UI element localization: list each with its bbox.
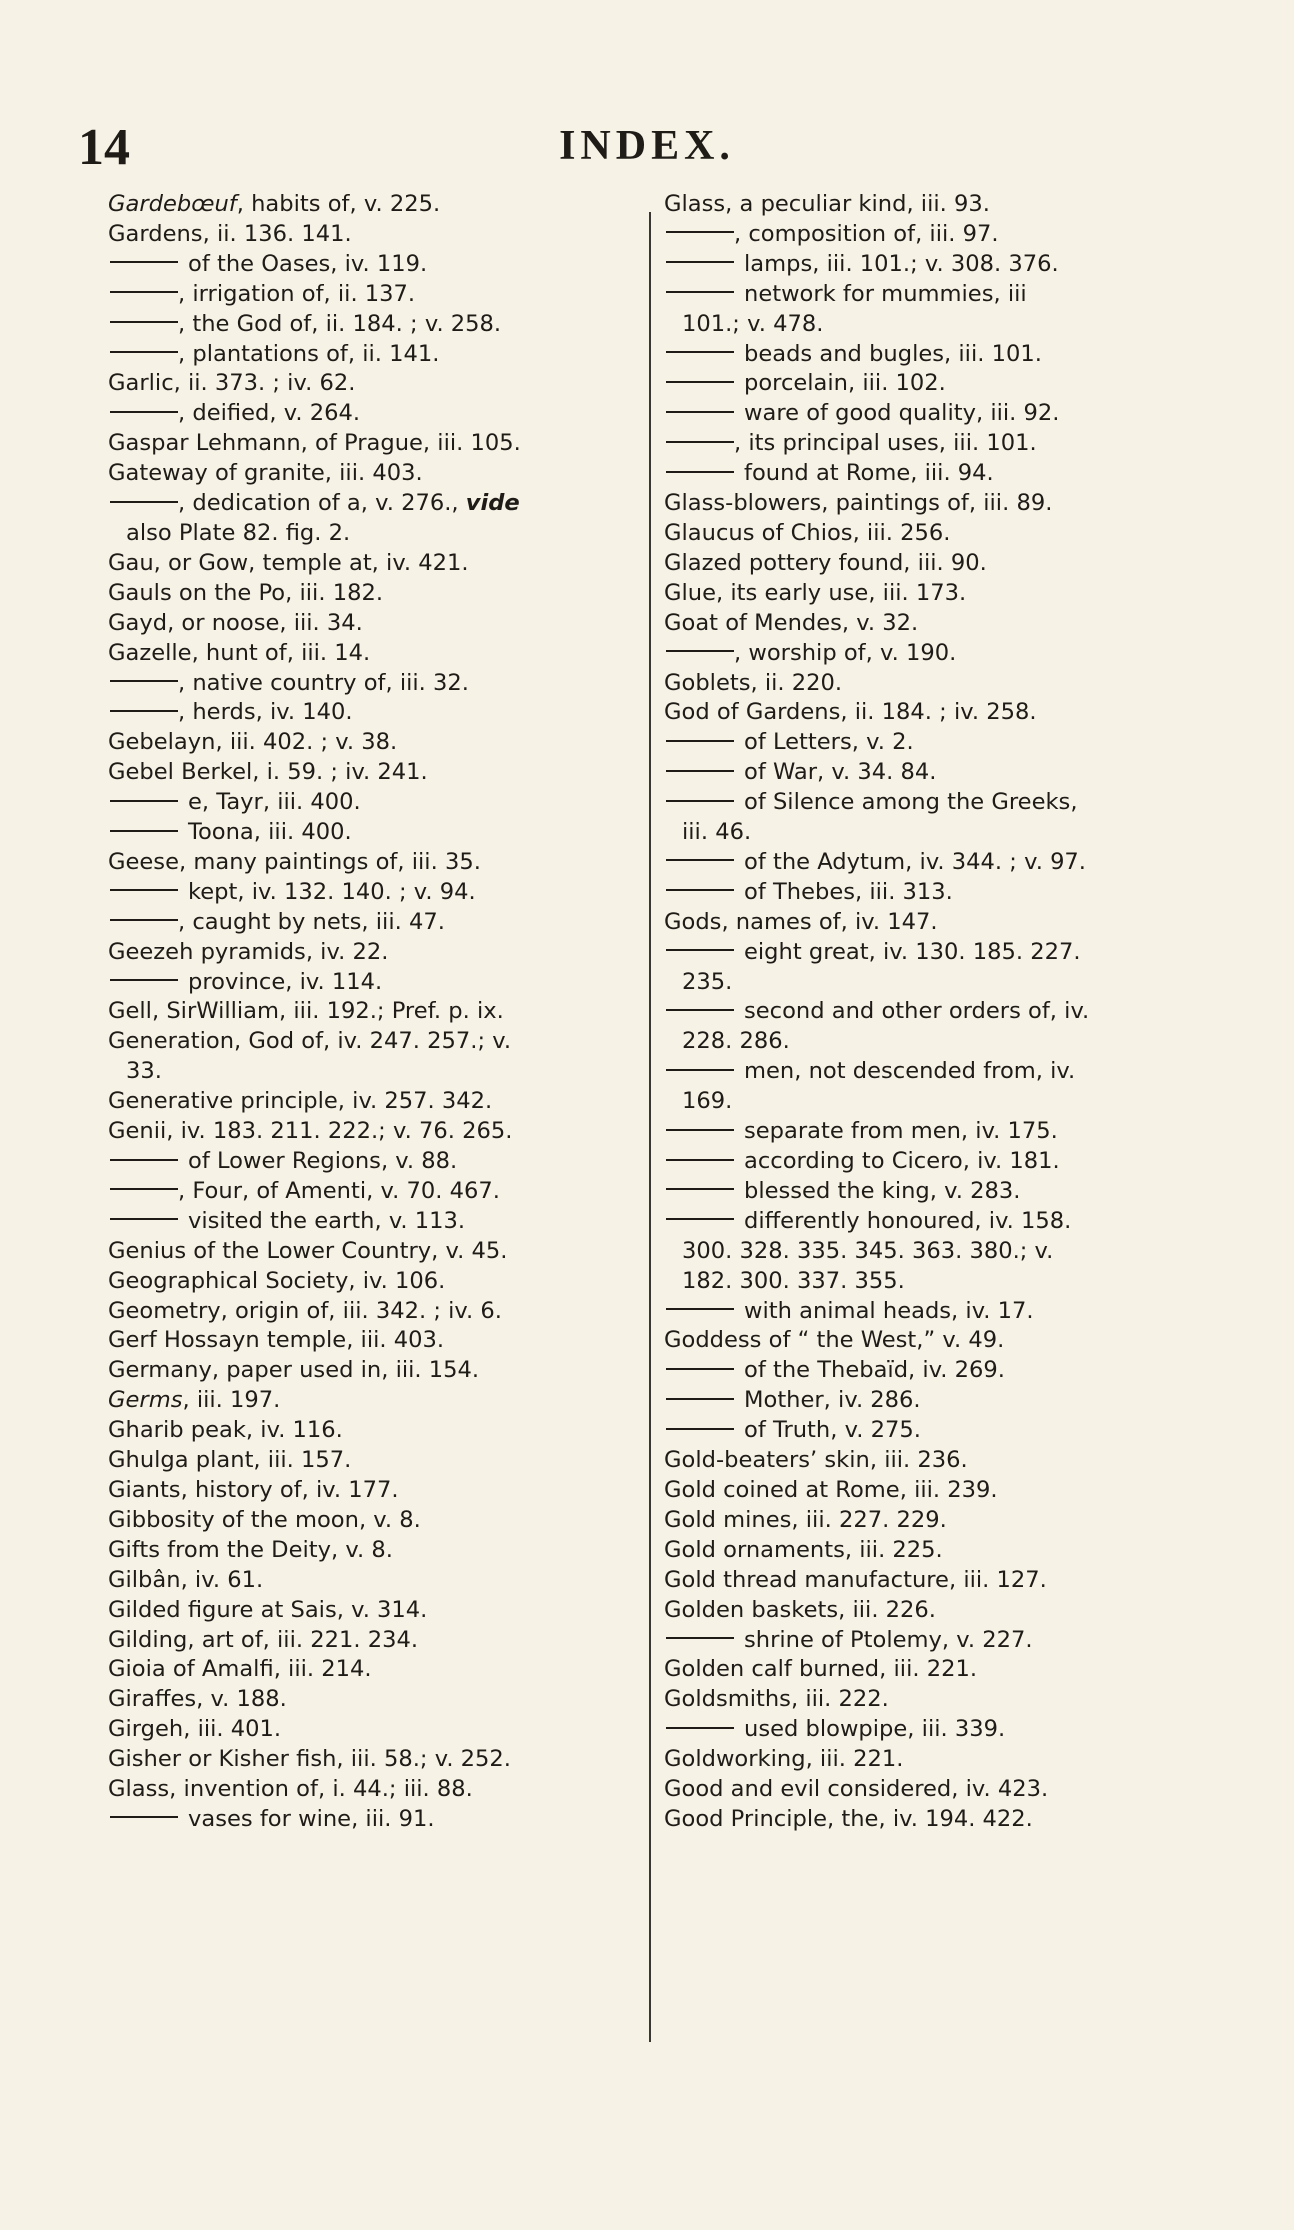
index-entry-text: Gold coined at Rome, iii. 239. [664,1476,998,1503]
index-entry-text: second and other orders of, iv. [744,998,1090,1025]
index-entry-text: 182. 300. 337. 355. [682,1267,905,1294]
ditto-rule [666,411,734,413]
ditto-rule [110,1816,178,1818]
page-number: 14 [78,119,130,176]
index-entry-text: , deified, v. 264. [178,400,361,427]
index-subentry [108,340,648,370]
index-subentry [108,1177,648,1207]
index-subentry [664,340,1172,370]
index-entry [108,728,648,758]
index-entry-text: , native country of, iii. 32. [178,669,469,696]
index-entry-text: Girgeh, iii. 401. [108,1716,282,1743]
index-entry-text: Generation, God of, iv. 247. 257.; v. [108,1028,512,1055]
index-entry-text: Gold-beaters’ skin, iii. 236. [664,1447,968,1474]
index-entry-text: Goldworking, iii. 221. [664,1746,904,1773]
index-subentry [664,1715,1172,1745]
index-term-emphasis: vide [465,490,520,517]
index-subentry [664,1386,1172,1416]
ditto-rule [666,949,734,951]
index-entry-text: Gilded figure at Sais, v. 314. [108,1596,428,1623]
index-entry [108,1745,648,1775]
index-entry [108,1655,648,1685]
index-entry-text: , composition of, iii. 97. [734,220,999,247]
index-entry [108,1117,648,1147]
ditto-rule [110,1188,178,1190]
index-entry-text: used blowpipe, iii. 339. [744,1716,1006,1743]
index-entry-text: Gaspar Lehmann, of Prague, iii. 105. [108,430,521,457]
index-entry-text: Mother, iv. 286. [744,1387,921,1414]
index-entry-text: , habits of, v. 225. [236,191,441,217]
index-entry [108,1267,648,1297]
ditto-rule [110,501,178,503]
index-entry-text: , iii. 197. [182,1387,281,1414]
index-entry-text: Giraffes, v. 188. [108,1686,287,1713]
index-entry-text: of the Adytum, iv. 344. ; v. 97. [744,848,1086,875]
index-entry-text: Glass, a peculiar kind, iii. 93. [664,191,990,217]
index-entry-text: 235. [682,968,733,995]
index-entry-continuation [108,519,648,549]
index-entry [664,1805,1172,1835]
ditto-rule [666,231,734,233]
index-entry-text: Goddess of “ the West,” v. 49. [664,1327,1005,1354]
index-subentry [664,1177,1172,1207]
index-entry-text: separate from men, iv. 175. [744,1118,1058,1145]
index-subentry [108,310,648,340]
index-subentry [108,698,648,728]
index-entry [664,1446,1172,1476]
index-entry-text: of Letters, v. 2. [744,729,914,756]
ditto-rule [666,1727,734,1729]
index-entry [108,1715,648,1745]
index-entry-text: according to Cicero, iv. 181. [744,1148,1060,1174]
ditto-rule [666,800,734,802]
index-column-right [664,190,1172,1835]
index-entry [108,1626,648,1656]
index-entry-text: of Silence among the Greeks, [744,789,1078,816]
index-entry [108,1446,648,1476]
index-subentry [664,997,1172,1027]
index-entry-text: with animal heads, iv. 17. [744,1297,1034,1324]
index-subentry [664,1057,1172,1087]
index-entry [108,639,648,669]
index-entry-text: of Truth, v. 275. [744,1417,921,1444]
index-column-left [108,190,648,1835]
ditto-rule [666,740,734,742]
index-entry-text: Geometry, origin of, iii. 342. ; iv. 6. [108,1297,502,1324]
index-entry-text: vases for wine, iii. 91. [188,1805,435,1832]
index-entry [108,1027,648,1057]
index-entry [108,190,648,220]
index-entry-text: , the God of, ii. 184. ; v. 258. [178,310,502,337]
index-entry-text: Giants, history of, iv. 177. [108,1476,399,1503]
index-entry-text: Geese, many paintings of, iii. 35. [108,848,481,875]
index-subentry [108,788,648,818]
index-entry [664,1775,1172,1805]
index-entry [664,1745,1172,1775]
index-entry-text: Genius of the Lower Country, v. 45. [108,1237,508,1264]
index-entry-continuation [664,310,1172,340]
ditto-rule [110,680,178,682]
index-entry [108,848,648,878]
ditto-rule [666,351,734,353]
index-subentry [664,369,1172,399]
index-entry-text: Gioia of Amalfi, iii. 214. [108,1656,372,1683]
ditto-rule [666,471,734,473]
index-entry-text: Glass, invention of, i. 44.; iii. 88. [108,1776,473,1803]
index-subentry [108,878,648,908]
index-entry-text: Goldsmiths, iii. 222. [664,1686,889,1713]
index-subentry [664,758,1172,788]
ditto-rule [110,1218,178,1220]
index-subentry [664,1207,1172,1237]
ditto-rule [110,710,178,712]
index-entry-text: Gell, SirWilliam, iii. 192.; Pref. p. ix. [108,998,504,1025]
index-subentry [664,429,1172,459]
index-entry-text: Gilbân, iv. 61. [108,1566,264,1593]
index-entry [108,459,648,489]
index-entry-text: Gauls on the Po, iii. 182. [108,579,383,606]
index-subentry [664,1117,1172,1147]
index-entry-text: men, not descended from, iv. [744,1058,1076,1085]
index-entry-text: Gazelle, hunt of, iii. 14. [108,639,371,666]
page-title: INDEX. [559,123,735,169]
index-entry-continuation [664,1087,1172,1117]
index-subentry [108,250,648,280]
ditto-rule [110,979,178,981]
index-entry-text: Gisher or Kisher fish, iii. 58.; v. 252. [108,1746,511,1773]
index-entry [108,1326,648,1356]
index-entry [664,1536,1172,1566]
index-entry-continuation [664,1237,1172,1267]
index-entry-text: Geezeh pyramids, iv. 22. [108,938,389,965]
index-entry-continuation [664,1027,1172,1057]
index-entry [108,938,648,968]
index-entry-text: , herds, iv. 140. [178,699,353,726]
index-entry-text: kept, iv. 132. 140. ; v. 94. [188,878,476,905]
index-subentry [664,459,1172,489]
index-entry-text: of Lower Regions, v. 88. [188,1148,458,1174]
ditto-rule [666,1129,734,1131]
ditto-rule [110,1159,178,1161]
index-entry-text: Goblets, ii. 220. [664,669,843,696]
ditto-rule [666,1637,734,1639]
index-entry-text: Germany, paper used in, iii. 154. [108,1357,480,1384]
index-entry-text: beads and bugles, iii. 101. [744,340,1042,367]
index-entry [664,908,1172,938]
ditto-rule [666,1159,734,1161]
ditto-rule [666,1398,734,1400]
index-entry-text: Geographical Society, iv. 106. [108,1267,446,1294]
ditto-rule [666,1308,734,1310]
index-entry-text: 33. [126,1058,162,1085]
ditto-rule [110,800,178,802]
index-entry-text: ware of good quality, iii. 92. [744,400,1060,427]
index-entry-text: Gods, names of, iv. 147. [664,908,938,935]
index-entry-text: Gibbosity of the moon, v. 8. [108,1506,421,1533]
index-entry-text: iii. 46. [682,819,752,846]
index-entry-continuation [108,1057,648,1087]
ditto-rule [666,650,734,652]
index-entry [664,190,1172,220]
ditto-rule [110,889,178,891]
index-entry [108,1506,648,1536]
index-entry [108,369,648,399]
index-entry-text: Generative principle, iv. 257. 342. [108,1088,493,1115]
index-subentry [108,280,648,310]
index-entry-text: shrine of Ptolemy, v. 227. [744,1626,1033,1653]
index-entry-text: Gifts from the Deity, v. 8. [108,1536,393,1563]
index-subentry [664,938,1172,968]
index-entry-text: of Thebes, iii. 313. [744,878,953,905]
index-entry-text: of the Thebaïd, iv. 269. [744,1357,1005,1384]
ditto-rule [110,919,178,921]
index-entry-text: e, Tayr, iii. 400. [188,789,361,816]
index-entry [664,519,1172,549]
index-subentry [664,639,1172,669]
ditto-rule [666,441,734,443]
index-subentry [108,399,648,429]
index-subentry [664,788,1172,818]
index-entry-text: Gold ornaments, iii. 225. [664,1536,943,1563]
index-subentry [664,1147,1172,1177]
index-entry [108,609,648,639]
ditto-rule [110,321,178,323]
index-entry-text: 300. 328. 335. 345. 363. 380.; v. [682,1237,1054,1264]
index-entry-text: Gebelayn, iii. 402. ; v. 38. [108,729,398,756]
index-entry-text: found at Rome, iii. 94. [744,460,994,487]
ditto-rule [110,261,178,263]
index-entry-text: Glue, its early use, iii. 173. [664,579,967,606]
index-entry [664,669,1172,699]
index-subentry [664,1416,1172,1446]
index-entry-text: lamps, iii. 101.; v. 308. 376. [744,250,1059,277]
index-entry-text: , worship of, v. 190. [734,639,957,666]
index-subentry [664,250,1172,280]
index-entry-continuation [664,968,1172,998]
index-entry [108,579,648,609]
ditto-rule [666,261,734,263]
ditto-rule [666,1188,734,1190]
index-entry-continuation [664,818,1172,848]
index-entry-text: porcelain, iii. 102. [744,370,946,397]
index-entry [108,1416,648,1446]
index-entry-text: Genii, iv. 183. 211. 222.; v. 76. 265. [108,1118,513,1145]
index-entry-text: Gilding, art of, iii. 221. 234. [108,1626,419,1653]
index-entry-text: 228. 286. [682,1028,790,1055]
index-subentry [664,728,1172,758]
ditto-rule [666,1368,734,1370]
index-entry [664,489,1172,519]
index-term-italic: Gardebœuf [108,191,237,217]
ditto-rule [666,381,734,383]
index-subentry [664,878,1172,908]
index-entry [664,1476,1172,1506]
index-entry [664,1685,1172,1715]
index-subentry [664,1297,1172,1327]
index-entry [108,429,648,459]
index-entry-text: province, iv. 114. [188,968,383,995]
index-subentry [664,1356,1172,1386]
ditto-rule [666,889,734,891]
index-entry [108,1566,648,1596]
index-entry-text: Glaucus of Chios, iii. 256. [664,519,951,546]
index-entry [108,1596,648,1626]
index-entry-text: Gau, or Gow, temple at, iv. 421. [108,549,469,576]
index-entry [108,758,648,788]
index-subentry [108,669,648,699]
index-entry-text: Gateway of granite, iii. 403. [108,460,423,487]
ditto-rule [110,411,178,413]
ditto-rule [666,1009,734,1011]
index-subentry [108,818,648,848]
ditto-rule [666,291,734,293]
index-entry-text: , Four, of Amenti, v. 70. 467. [178,1177,500,1204]
index-entry-text: Golden calf burned, iii. 221. [664,1656,978,1683]
index-entry-text: Good and evil considered, iv. 423. [664,1776,1049,1803]
ditto-rule [110,351,178,353]
index-entry [108,1775,648,1805]
index-entry [664,698,1172,728]
index-entry-text: of War, v. 34. 84. [744,759,937,786]
index-entry-text: Toona, iii. 400. [188,819,352,846]
index-entry [108,1087,648,1117]
index-entry-text: Glazed pottery found, iii. 90. [664,549,987,576]
index-entry-continuation [664,1267,1172,1297]
index-entry-text: Gebel Berkel, i. 59. ; iv. 241. [108,759,428,786]
ditto-rule [666,770,734,772]
index-entry-text: Glass-blowers, paintings of, iii. 89. [664,490,1053,517]
index-entry [664,1566,1172,1596]
index-entry [108,549,648,579]
index-entry [108,1297,648,1327]
index-entry [664,1326,1172,1356]
index-subentry [664,280,1172,310]
index-subentry [108,1207,648,1237]
index-entry [664,1596,1172,1626]
index-entry-text: Gharib peak, iv. 116. [108,1417,343,1444]
index-entry-text: Gold thread manufacture, iii. 127. [664,1566,1047,1593]
ditto-rule [110,830,178,832]
index-entry [108,1536,648,1566]
index-entry [108,1476,648,1506]
index-entry-text: differently honoured, iv. 158. [744,1207,1072,1234]
index-entry-text: Ghulga plant, iii. 157. [108,1447,352,1474]
index-subentry [664,848,1172,878]
index-entry-text: of the Oases, iv. 119. [188,250,428,277]
index-entry-text: , caught by nets, iii. 47. [178,908,445,935]
index-entry-text: Gardens, ii. 136. 141. [108,220,352,247]
column-divider [649,212,651,2042]
index-entry-text: , plantations of, ii. 141. [178,340,440,367]
index-subentry [108,1147,648,1177]
ditto-rule [666,859,734,861]
page-header [0,118,1294,178]
index-entry-text: 169. [682,1088,733,1115]
index-entry [664,549,1172,579]
index-subentry [108,908,648,938]
index-term-italic: Germs [108,1387,183,1414]
index-entry [664,1655,1172,1685]
index-entry-text: blessed the king, v. 283. [744,1177,1021,1204]
index-entry-text: visited the earth, v. 113. [188,1207,466,1234]
index-subentry [108,968,648,998]
index-entry-text: network for mummies, iii [744,280,1027,307]
index-entry [108,1386,648,1416]
index-subentry [664,399,1172,429]
index-entry [108,220,648,250]
index-entry [108,1356,648,1386]
index-entry [108,1237,648,1267]
index-entry-text: also Plate 82. fig. 2. [126,519,351,546]
index-entry [108,1685,648,1715]
index-subentry [108,489,648,519]
index-entry-text: Gold mines, iii. 227. 229. [664,1506,947,1533]
ditto-rule [666,1428,734,1430]
index-entry-text: eight great, iv. 130. 185. 227. [744,938,1081,965]
index-entry-text: Garlic, ii. 373. ; iv. 62. [108,370,356,397]
index-entry [664,579,1172,609]
index-entry-text: Good Principle, the, iv. 194. 422. [664,1805,1033,1832]
index-entry [664,1506,1172,1536]
index-entry [664,609,1172,639]
index-entry-text: , its principal uses, iii. 101. [734,430,1037,457]
index-entry-text: Golden baskets, iii. 226. [664,1596,936,1623]
index-entry-text: Gayd, or noose, iii. 34. [108,609,363,636]
index-entry-text: , irrigation of, ii. 137. [178,280,416,307]
index-entry-text: , dedication of a, v. 276., [178,490,466,517]
index-entry-text: 101.; v. 478. [682,310,824,337]
ditto-rule [110,291,178,293]
ditto-rule [666,1218,734,1220]
index-subentry [664,1626,1172,1656]
index-entry-text: Gerf Hossayn temple, iii. 403. [108,1327,445,1354]
index-entry [108,997,648,1027]
index-entry-text: Goat of Mendes, v. 32. [664,609,919,636]
index-subentry [108,1805,648,1835]
index-entry-text: God of Gardens, ii. 184. ; iv. 258. [664,699,1037,726]
ditto-rule [666,1069,734,1071]
index-subentry [664,220,1172,250]
